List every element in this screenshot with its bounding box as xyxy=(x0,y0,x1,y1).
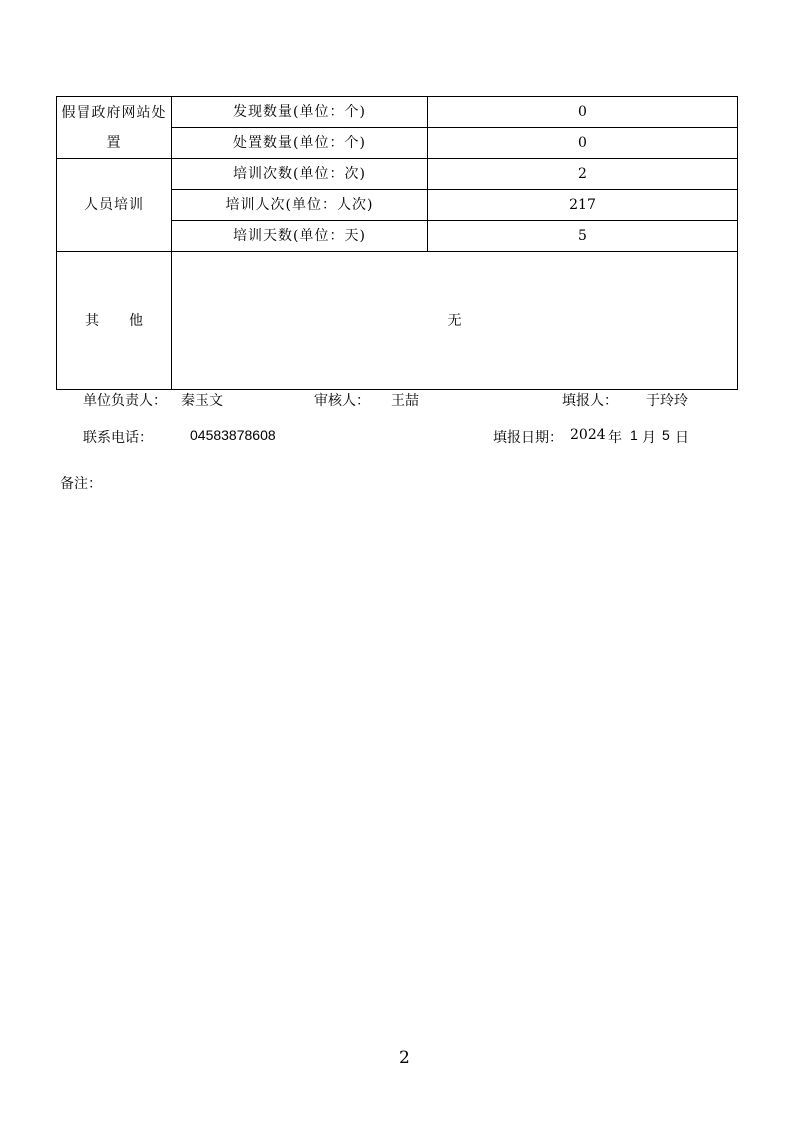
item-cell: 处置数量(单位：个) xyxy=(172,128,428,159)
date-day: 5 xyxy=(662,427,670,443)
date-label: 填报日期： xyxy=(493,430,563,446)
value-cell: 5 xyxy=(428,221,738,252)
reviewer-name: 王喆 xyxy=(391,393,419,409)
item-cell: 培训次数(单位：次) xyxy=(172,159,428,190)
filler-label: 填报人： xyxy=(562,393,618,409)
report-table xyxy=(56,96,738,390)
phone-label: 联系电话： xyxy=(83,430,153,446)
table-row-other xyxy=(57,252,738,390)
other-label-a: 其 xyxy=(85,312,99,329)
category-cell: 假冒政府网站处置 xyxy=(57,97,172,159)
phone-number: 04583878608 xyxy=(190,427,276,443)
other-label-b: 他 xyxy=(129,312,143,329)
category-cell: 人员培训 xyxy=(57,159,172,252)
item-cell: 培训天数(单位：天) xyxy=(172,221,428,252)
other-label-cell xyxy=(57,252,172,390)
page-number: 2 xyxy=(399,1048,410,1068)
note-label: 备注： xyxy=(60,476,102,492)
reviewer-label: 审核人： xyxy=(314,393,370,409)
month-char: 月 xyxy=(642,430,656,446)
day-char: 日 xyxy=(675,430,689,446)
year-char: 年 xyxy=(608,430,622,446)
value-cell: 2 xyxy=(428,159,738,190)
value-cell: 217 xyxy=(428,190,738,221)
unit-head-name: 秦玉文 xyxy=(181,393,223,409)
unit-head-label: 单位负责人： xyxy=(83,393,167,409)
other-value-cell: 无 xyxy=(172,252,738,390)
value-cell: 0 xyxy=(428,128,738,159)
table-row xyxy=(57,159,738,190)
item-cell: 发现数量(单位：个) xyxy=(172,97,428,128)
item-cell: 培训人次(单位：人次) xyxy=(172,190,428,221)
table-row xyxy=(57,97,738,128)
date-year: 2024 xyxy=(570,427,606,443)
filler-name: 于玲玲 xyxy=(646,393,688,409)
date-month: 1 xyxy=(630,427,638,443)
value-cell: 0 xyxy=(428,97,738,128)
